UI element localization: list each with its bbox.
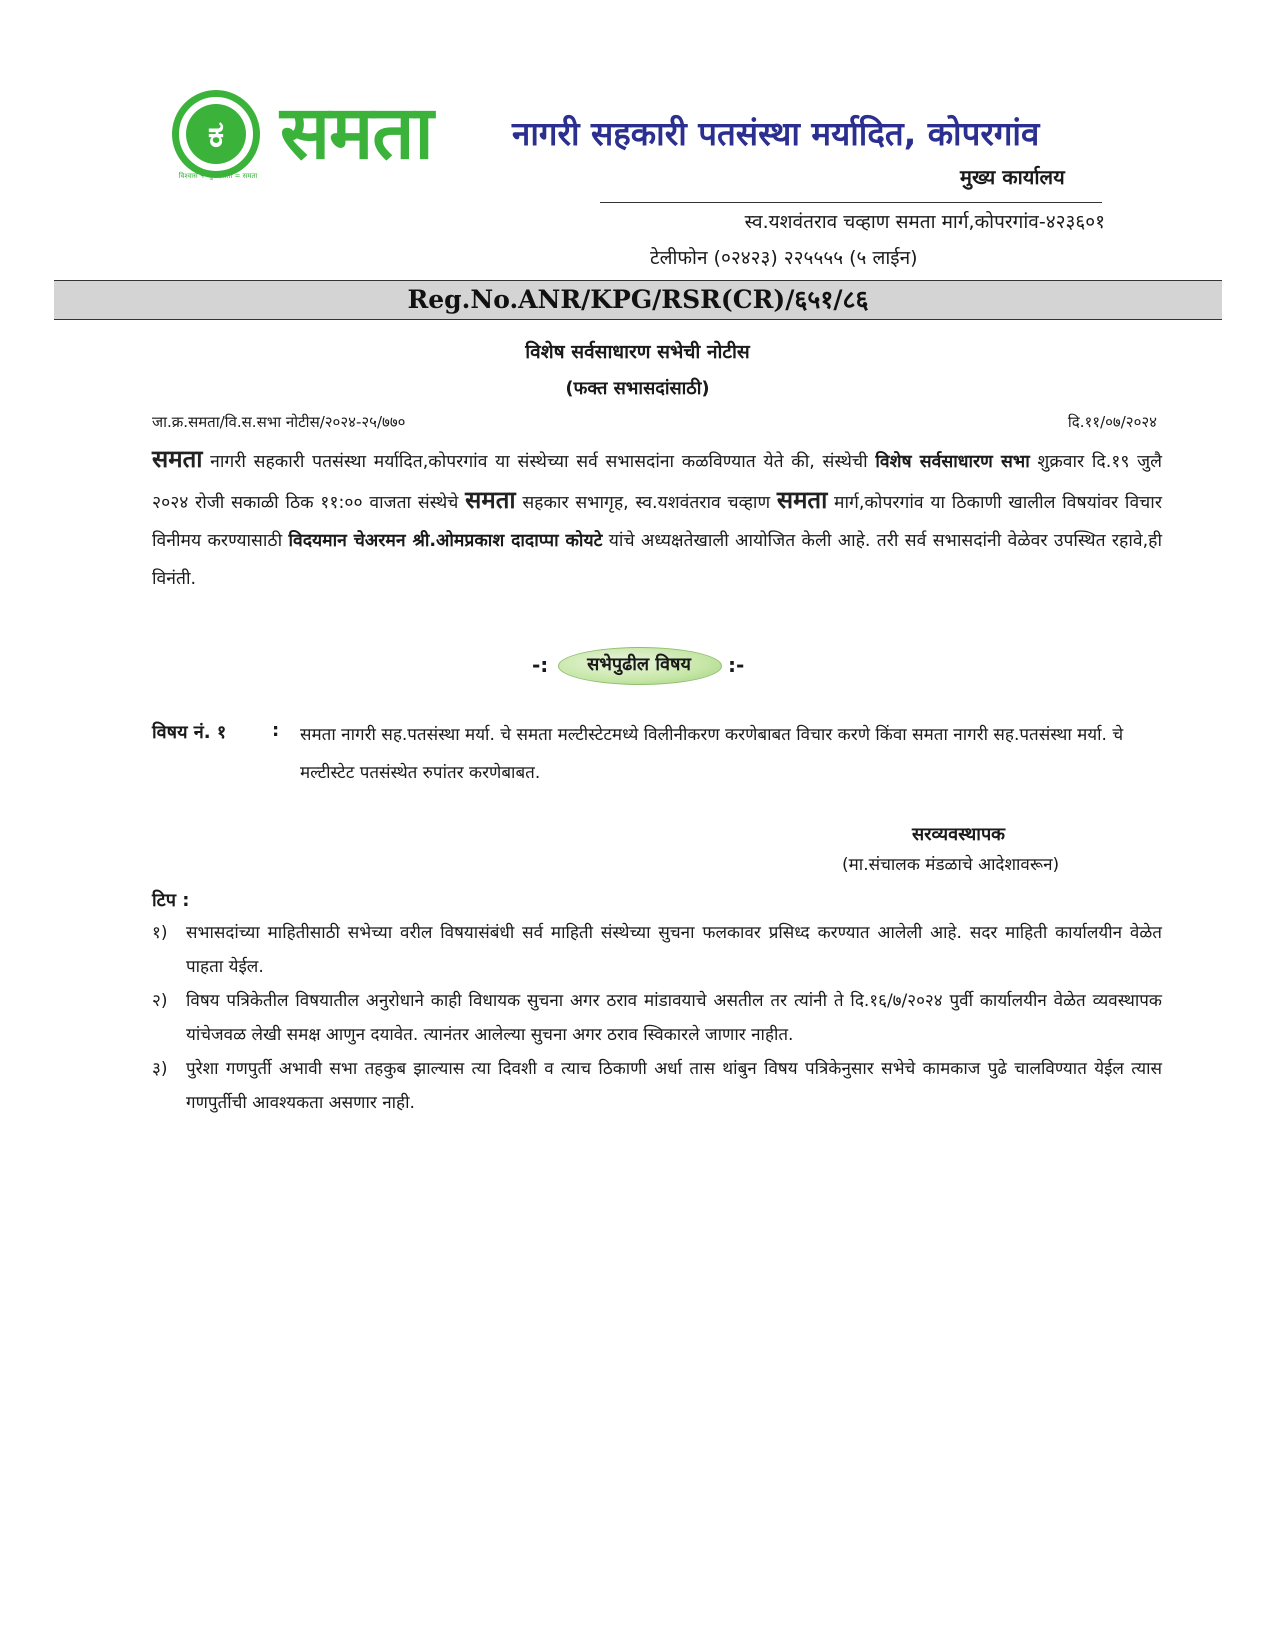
brand-inline: समता <box>776 485 828 514</box>
body-text: यांचे अध्यक्षतेखाली आयोजित केली आहे. तरी सर्व सभासदांनी वेळेवर उपस्थित रहावे,ही विनंती. <box>152 531 1162 589</box>
body-text: मार्ग,कोपरगांव या ठिकाणी खालील विषयांवर विचार विनीमय करण्यासाठी <box>152 493 1162 551</box>
agenda-heading: सभेपुढील विषय <box>587 654 691 675</box>
brand-inline: समता <box>152 444 203 473</box>
phone: टेलीफोन (०२४२३) २२५५५५ (५ लाईन) <box>650 247 918 269</box>
brand-name: समता <box>280 90 433 176</box>
note-item <box>152 916 1162 984</box>
notes-heading: टिप : <box>152 890 190 911</box>
meeting-type: विशेष सर्वसाधारण सभा <box>875 452 1030 472</box>
organization-name: नागरी सहकारी पतसंस्था मर्यादित, कोपरगांव <box>512 114 1040 153</box>
chairman-name: विदयमान चेअरमन श्री.ओमप्रकाश दादाप्पा कोयटे <box>288 531 603 551</box>
agenda-right-mark: :- <box>728 653 745 677</box>
note-number: ३) <box>152 1059 168 1079</box>
reference-number: जा.क्र.समता/वि.स.सभा नोटीस/२०२४-२५/७७० <box>152 413 406 431</box>
office-label: मुख्य कार्यालय <box>960 165 1065 189</box>
note-number: २) <box>152 991 168 1011</box>
subject-colon: : <box>272 720 280 741</box>
notice-date: दि.११/०७/२०२४ <box>1067 413 1157 431</box>
registration-number: Reg.No.ANR/KPG/RSR(CR)/६५१/८६ <box>407 285 869 314</box>
subject-text: समता नागरी सह.पतसंस्था मर्या. चे समता मल्टीस्टेटमध्ये विलीनीकरण करणेबाबत विचार करणे किंवा समता नागरी सह.पतसंस्था मर्या. चे मल्टीस्टेट पतसंस्थेत रुपांतर करणेबाबत. <box>300 725 1124 783</box>
logo-tagline: विश्वास + सुरक्षितता = समता <box>178 172 258 180</box>
logo-icon: ಕ <box>207 113 225 155</box>
body-text: नागरी सहकारी पतसंस्था मर्यादित,कोपरगांव या संस्थेच्या सर्व सभासदांना कळविण्यात येते की, संस्थेची <box>202 452 876 472</box>
signatory-authority: (मा.संचालक मंडळाचे आदेशावरून) <box>842 855 1060 875</box>
notice-subtitle: (फक्त सभासदांसाठी) <box>565 378 710 399</box>
notice-body <box>152 440 1162 598</box>
brand-inline: समता <box>465 485 516 514</box>
agenda-left-mark: -: <box>532 653 549 677</box>
note-text: पुरेशा गणपुर्ती अभावी सभा तहकुब झाल्यास त्या दिवशी व त्याच ठिकाणी अर्धा तास थांबुन विषय पत्रिकेनुसार सभेचे कामकाज पुढे चालविण्यात येईल त्यास गणपुर्तीची आवश्यकता असणार नाही. <box>186 1059 1162 1113</box>
note-item <box>152 1052 1162 1120</box>
subject-label: विषय नं. १ <box>152 722 227 743</box>
body-text: शुक्रवार दि.१९ जुलै २०२४ रोजी सकाळी ठिक ११:०० वाजता संस्थेचे <box>152 452 1163 513</box>
note-text: विषय पत्रिकेतील विषयातील अनुरोधाने काही विधायक सुचना अगर ठराव मांडावयाचे असतील तर त्यांनी ते दि.१६/७/२०२४ पुर्वी कार्यालयीन वेळेत व्यवस्थापक यांचेजवळ लेखी समक्ष आणुन दयावेत. त्यानंतर आलेल्या सुचना अगर ठराव स्विकारले जाणार नाहीत. <box>186 991 1162 1045</box>
notice-title: विशेष सर्वसाधारण सभेची नोटीस <box>525 341 750 363</box>
address-divider <box>600 202 1102 203</box>
note-item <box>152 984 1162 1052</box>
signatory-title: सरव्यवस्थापक <box>912 824 1005 845</box>
body-text: सहकार सभागृह, स्व.यशवंतराव चव्हाण <box>515 493 777 513</box>
note-number: १) <box>152 923 168 943</box>
address: स्व.यशवंतराव चव्हाण समता मार्ग,कोपरगांव-४२३६०१ <box>744 211 1105 233</box>
note-text: सभासदांच्या माहितीसाठी सभेच्या वरील विषयासंबंधी सर्व माहिती संस्थेच्या सुचना फलकावर प्रसिध्द करण्यात आलेली आहे. सदर माहिती कार्यालयीन वेळेत पाहता येईल. <box>186 923 1162 977</box>
